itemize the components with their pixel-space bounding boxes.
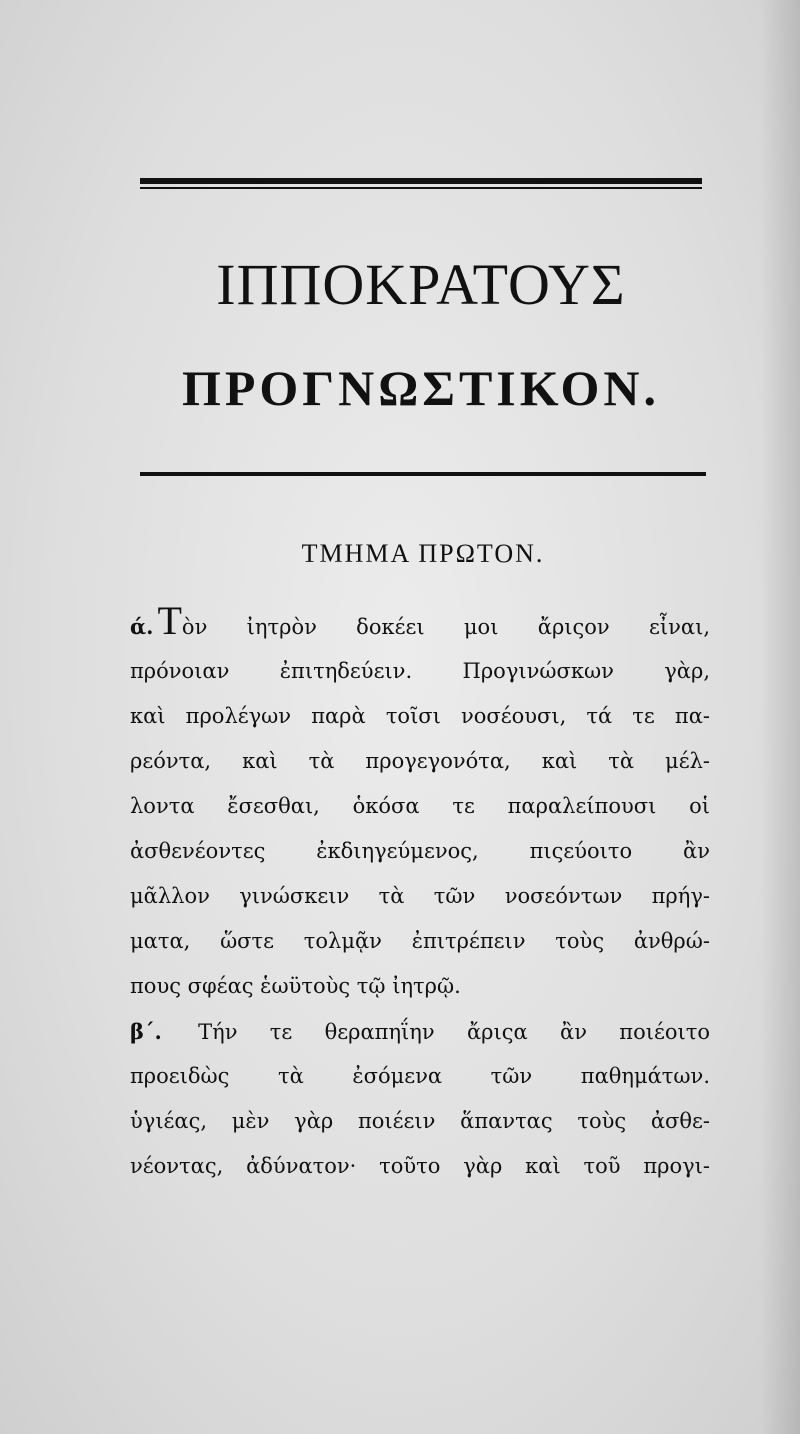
header-thick-rule [140,178,702,184]
text-line-1 [130,598,710,649]
header-thin-rule [140,187,702,189]
body-text [130,598,710,1189]
drop-cap: Τ [157,598,182,643]
text-line-11: προειδὼς τὰ ἐσόμενα τῶν παθημάτων. [130,1064,710,1088]
author-title: ΙΠΠΟΚΡΑΤΟΥΣ [216,252,626,317]
text-line-6: ἀσθενέοντες ἐκδιηγεύμενος, πιςεύοιτο ἂν [130,839,710,863]
paragraph-number-2: β΄. [130,1019,162,1044]
section-heading: ΤΜΗΜΑ ΠΡΩΤΟΝ. [301,539,545,568]
page-edge-shadow [760,0,800,1434]
text-line-8: ματα, ὥστε τολμᾷν ἐπιτρέπειν τοὺς ἀνθρώ- [130,929,710,953]
title-separator-rule [140,472,706,476]
text-line-7: μᾶλλον γινώσκειν τὰ τῶν νοσεόντων πρήγ- [130,884,710,908]
text-line-10-content: Τήν τε θεραπηΐην ἄριςα ἂν ποιέοιτο [198,1020,710,1044]
text-line-10 [130,1009,710,1054]
text-line-9: πους σφέας ἑωϋτοὺς τῷ ἰητρῷ. [130,974,461,998]
text-line-12: ὑγιέας, μὲν γὰρ ποιέειν ἅπαντας τοὺς ἀσθε- [130,1109,710,1133]
paragraph-number-1: ά. [130,614,154,639]
text-line-5: λοντα ἔσεσθαι, ὁκόσα τε παραλείπουσι οἱ [130,794,710,818]
text-line-4: ρεόντα, καὶ τὰ προγεγονότα, καὶ τὰ μέλ- [130,749,710,773]
text-line-13: νέοντας, ἀδύνατον· τοῦτο γὰρ καὶ τοῦ προγι- [130,1154,710,1178]
work-title: ΠΡΟΓΝΩΣΤΙΚΟΝ. [181,360,661,416]
header-double-rule [140,178,702,190]
text-line-1-content: ὸν ἰητρὸν δοκέει μοι ἄριςον εἶναι, [181,615,710,639]
text-line-3: καὶ προλέγων παρὰ τοῖσι νοσέουσι, τά τε πα- [130,704,710,728]
text-line-2: πρόνοιαν ἐπιτηδεύειν. Προγινώσκων γὰρ, [130,659,710,683]
